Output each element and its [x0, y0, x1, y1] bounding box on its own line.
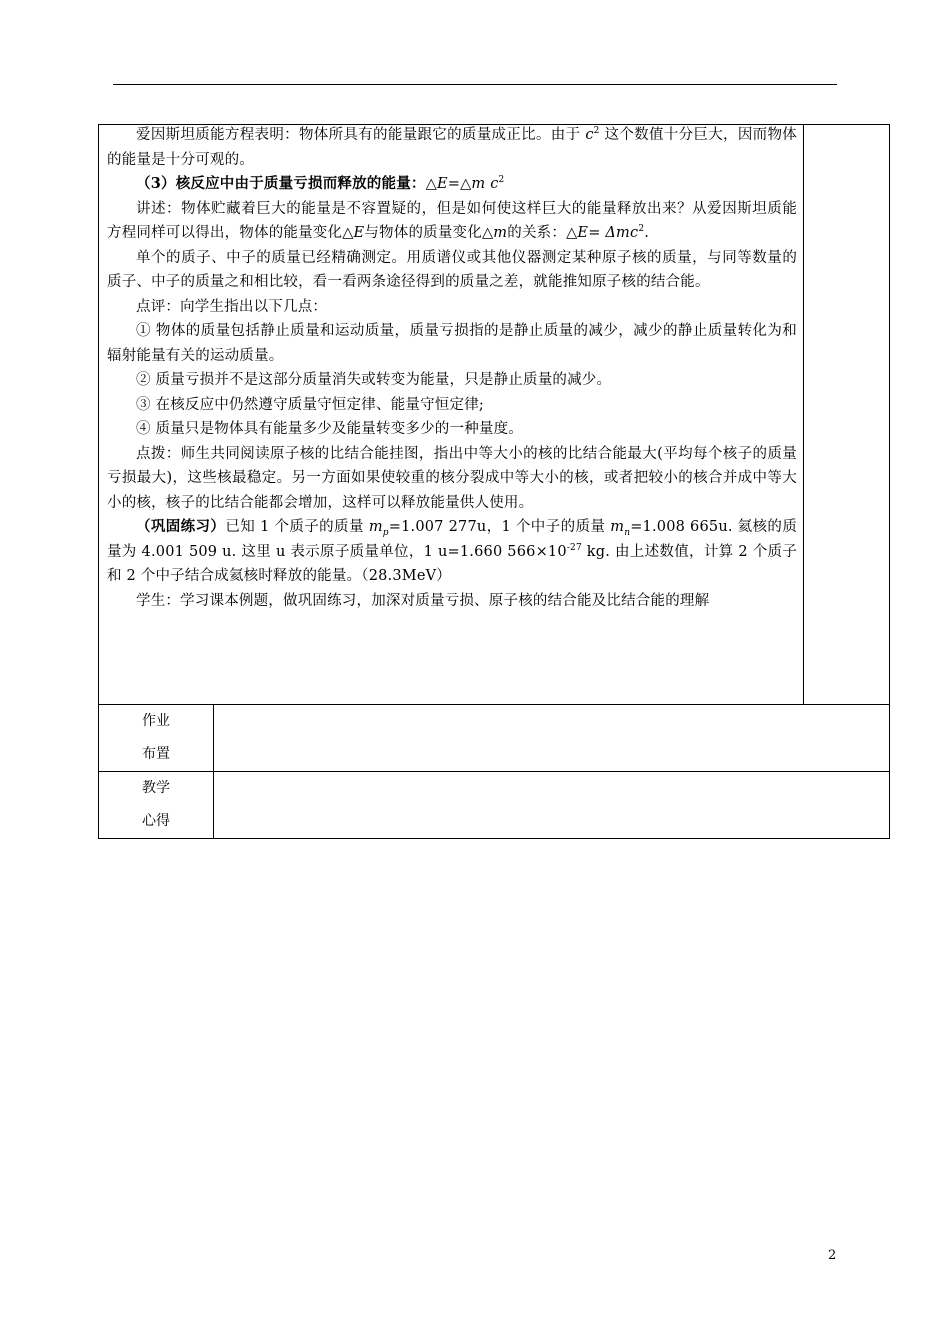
paragraph-measurement: 单个的质子、中子的质量已经精确测定。用质谱仪或其他仪器测定某种原子核的质量，与同等数量的质子、中子的质量之和相比较，看一看两条途径得到的质量之差，就能推知原子核的结合能。 — [107, 249, 798, 290]
homework-row — [99, 705, 890, 772]
paragraph-lecture: 讲述：物体贮藏着巨大的能量是不容置疑的，但是如何使这样巨大的能量释放出来？从爱因斯坦质能方程同样可以得出，物体的能量变化△E与物体的质量变化△m的关系：△E= Δmc$^2$. — [107, 200, 798, 241]
point-4: ④ 质量只是物体具有能量多少及能量转变多少的一种量度。 — [136, 421, 524, 437]
page-number: 2 — [828, 1248, 837, 1263]
point-2: ② 质量亏损并不是这部分质量消失或转变为能量，只是静止质量的减少。 — [136, 372, 612, 388]
lesson-content-cell — [99, 125, 804, 705]
homework-label: 作业 布置 — [99, 705, 214, 772]
reflection-row — [99, 772, 890, 839]
paragraph-comment-intro: 点评：向学生指出以下几点： — [136, 298, 328, 315]
point-3: ③ 在核反应中仍然遵守质量守恒定律、能量守恒定律; — [136, 396, 484, 413]
paragraph-exercise: （巩固练习）已知 1 个质子的质量 $m_p=1.007$ 277u，1 个中子的质量 $m_n=1.008$ 665u. 氦核的质量为 4.001 509 u. 这里 u 表示原子质量单位，1 u=1.660 $566\times 10^{-27}$ kg. 由上述数值，计算 2 个质子和 2 个中子结合成氦核时释放的能量。（28.3MeV） — [107, 518, 798, 584]
paragraph-student: 学生：学习课本例题，做巩固练习，加深对质量亏损、原子核的结合能及比结合能的理解 — [136, 592, 710, 609]
paragraph-guidance: 点拨：师生共同阅读原子核的比结合能挂图，指出中等大小的核的比结合能最大(平均每个核子的质量亏损最大)，这些核最稳定。另一方面如果使较重的核分裂成中等大小的核，或者把较小的核合并成中等大小的核，核子的比结合能都会增加，这样可以释放能量供人使用。 — [107, 445, 798, 511]
content-row — [99, 125, 890, 705]
reflection-content-cell — [214, 772, 890, 839]
section-heading-mass-defect: （3）核反应中由于质量亏损而释放的能量：△E=△m $c^2$ — [136, 175, 505, 192]
header-rule — [113, 84, 837, 85]
point-1: ① 物体的质量包括静止质量和运动质量，质量亏损指的是静止质量的减少，减少的静止质量转化为和辐射能量有关的运动质量。 — [107, 323, 798, 364]
homework-content-cell — [214, 705, 890, 772]
paragraph-mass-energy: 爱因斯坦质能方程表明：物体所具有的能量跟它的质量成正比。由于 $c^2$ 这个数值十分巨大，因而物体的能量是十分可观的。 — [107, 126, 797, 168]
reflection-label: 教学 心得 — [99, 772, 214, 839]
notes-cell — [804, 125, 890, 705]
lesson-table — [98, 124, 890, 839]
